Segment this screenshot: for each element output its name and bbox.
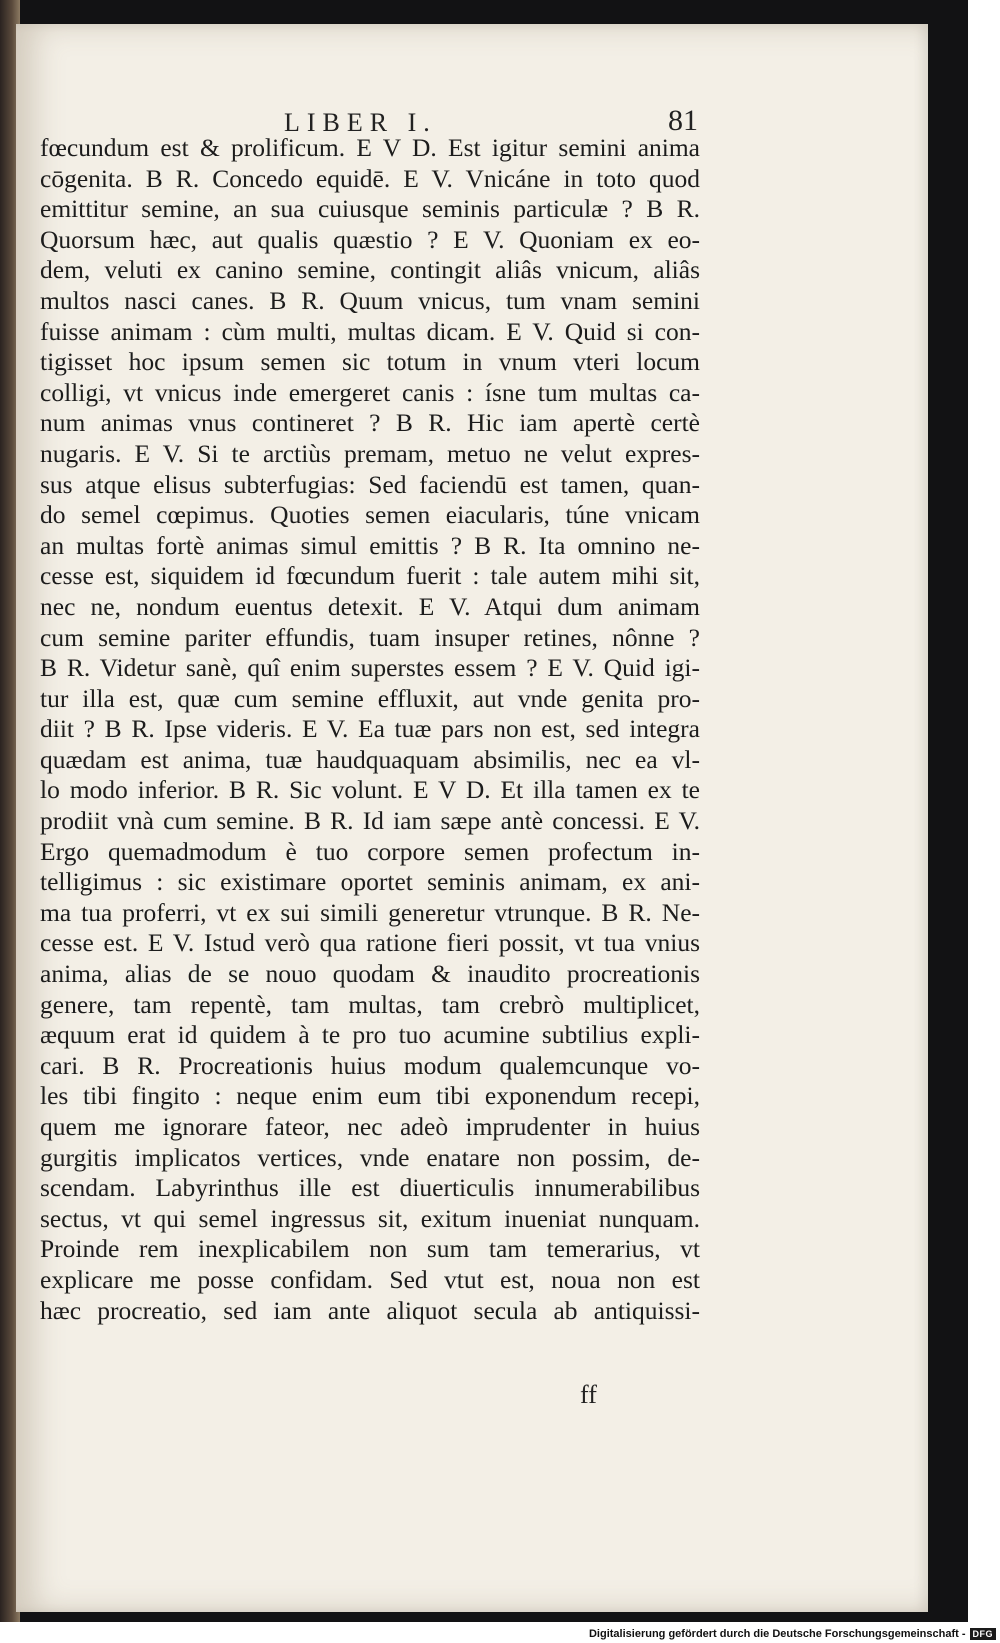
text-line: hæc procreatio, sed iam ante aliquot secula ab antiquissi-	[40, 1295, 700, 1325]
text-line: scendam. Labyrinthus ille est diuerticulis innumerabilibus	[40, 1173, 700, 1203]
text-line: num animas vnus contineret ? B R. Hic iam apertè certè	[40, 408, 700, 438]
text-line: genere, tam repentè, tam multas, tam crebrò multiplicet,	[40, 989, 700, 1019]
catchword: ff	[580, 1380, 597, 1409]
text-line: multos nasci canes. B R. Quum vnicus, tum vnam semini	[40, 285, 700, 315]
text-line: gurgitis implicatos vertices, vnde enatare non possim, de-	[40, 1142, 700, 1172]
text-line: telligimus : sic existimare oportet seminis animam, ex ani-	[40, 867, 700, 897]
text-line: Quorsum hæc, aut qualis quæstio ? E V. Quoniam ex eo-	[40, 224, 700, 254]
text-line: æquum erat id quidem à te pro tuo acumine subtilius expli-	[40, 1020, 700, 1050]
text-line: sectus, vt qui semel ingressus sit, exitum inueniat nunquam.	[40, 1203, 700, 1233]
dfg-logo: DFG	[970, 1628, 997, 1640]
text-line: sus atque elisus subterfugias: Sed faciendū est tamen, quan-	[40, 469, 700, 499]
text-line: quem me ignorare fateor, nec adeò imprudenter in huius	[40, 1112, 700, 1141]
text-line: fœcundum est & prolificum. E V D. Est igitur semini anima	[40, 133, 700, 162]
footer-credit-text: Digitalisierung gefördert durch die Deutsche Forschungsgemeinschaft -	[588, 1628, 966, 1640]
text-line: cesse est. E V. Istud verò qua ratione fieri possit, vt tua vnius	[40, 928, 700, 958]
text-block	[40, 133, 700, 1326]
running-head: LIBER I.	[284, 108, 437, 137]
text-line: explicare me posse confidam. Sed vtut est, noua non est	[40, 1264, 700, 1294]
text-line: lo modo inferior. B R. Sic volunt. E V D. Et illa tamen ex te	[40, 775, 700, 805]
text-line: prodiit vnà cum semine. B R. Id iam sæpe antè concessi. E V.	[40, 806, 700, 836]
text-line: an multas fortè animas simul emittis ? B R. Ita omnino ne-	[40, 530, 700, 560]
text-line: colligi, vt vnicus inde emergeret canis : ísne tum multas ca-	[40, 377, 700, 407]
footer-credit	[589, 1626, 996, 1642]
text-line: nec ne, nondum euentus detexit. E V. Atqui dum animam	[40, 591, 700, 621]
text-line: dem, veluti ex canino semine, contingit aliâs vnicum, aliâs	[40, 255, 700, 285]
text-line: B R. Videtur sanè, quî enim superstes essem ? E V. Quid igi-	[40, 653, 700, 683]
text-line: do semel cœpimus. Quoties semen eiacularis, túne vnicam	[40, 500, 700, 530]
text-line: tur illa est, quæ cum semine effluxit, aut vnde genita pro-	[40, 683, 700, 713]
text-line: fuisse animam : cùm multi, multas dicam. E V. Quid si con-	[40, 316, 700, 346]
text-line: quædam est anima, tuæ haudquaquam absimilis, nec ea vl-	[40, 744, 700, 774]
text-line: tigisset hoc ipsum semen sic totum in vnum vteri locum	[40, 347, 700, 377]
text-line: emittitur semine, an sua cuiusque seminis particulæ ? B R.	[40, 194, 700, 224]
text-line: cesse est, siquidem id fœcundum fuerit : tale autem mihi sit,	[40, 561, 700, 591]
text-line: cum semine pariter effundis, tuam insuper retines, nônne ?	[40, 622, 700, 652]
text-line: cari. B R. Procreationis huius modum qualemcunque vo-	[40, 1050, 700, 1080]
text-line: anima, alias de se nouo quodam & inaudito procreationis	[40, 959, 700, 989]
text-line: cōgenita. B R. Concedo equidē. E V. Vnicáne in toto quod	[40, 163, 700, 193]
page-number: 81	[668, 104, 698, 137]
text-line: les tibi fingito : neque enim eum tibi exponendum recepi,	[40, 1081, 700, 1111]
text-line: Proinde rem inexplicabilem non sum tam temerarius, vt	[40, 1234, 700, 1264]
text-line: Ergo quemadmodum è tuo corpore semen profectum in-	[40, 836, 700, 866]
text-line: nugaris. E V. Si te arctiùs premam, metuo ne velut expres-	[40, 438, 700, 468]
text-line: diit ? B R. Ipse videris. E V. Ea tuæ pars non est, sed integra	[40, 714, 700, 744]
text-line: ma tua proferri, vt ex sui simili generetur vtrunque. B R. Ne-	[40, 897, 700, 927]
